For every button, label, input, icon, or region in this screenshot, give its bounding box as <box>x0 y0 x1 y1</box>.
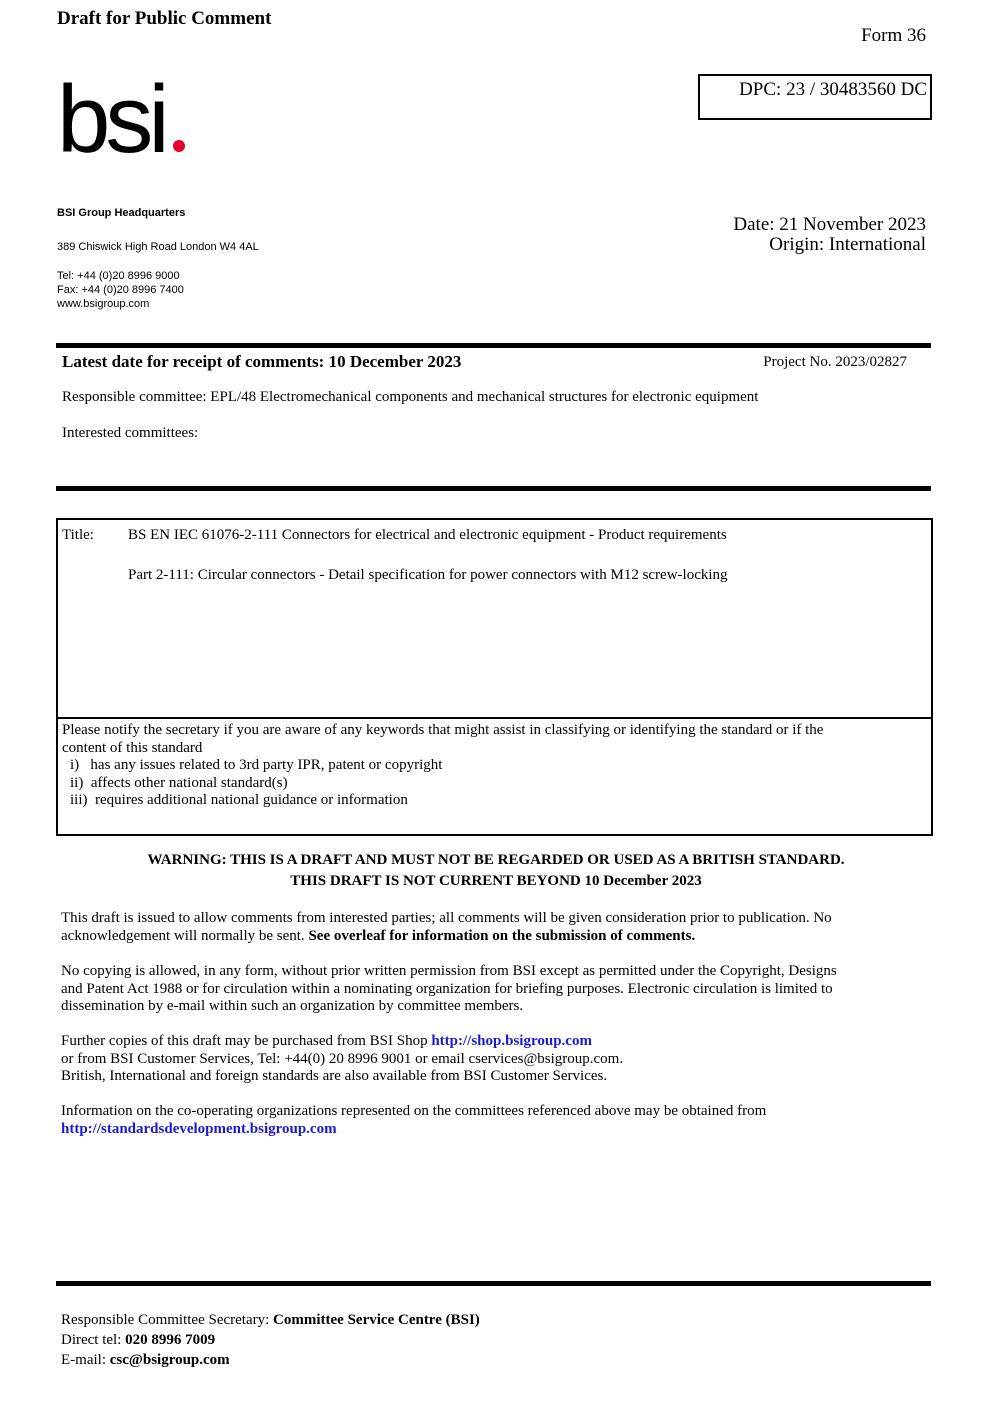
comments-deadline: Latest date for receipt of comments: 10 December 2023 <box>62 352 462 371</box>
divider-middle <box>56 486 931 491</box>
direct-tel-value: 020 8996 7009 <box>125 1332 216 1348</box>
date-text: Date: 21 November 2023 <box>733 214 926 235</box>
standards-development-link[interactable]: http://standardsdevelopment.bsigroup.com <box>61 1120 337 1137</box>
title-line-1: BS EN IEC 61076-2-111 Connectors for electrical and electronic equipment - Product requirements <box>128 527 727 543</box>
footer-contact <box>61 1310 480 1370</box>
paragraph-line: Information on the co-operating organizations represented on the committees referenced above may be obtained from <box>61 1103 767 1119</box>
notify-intro-2: content of this standard <box>62 739 203 756</box>
direct-tel-label: Direct tel: <box>61 1332 122 1348</box>
secretary-label: Responsible Committee Secretary: <box>61 1312 270 1328</box>
dpc-box <box>698 74 932 120</box>
warning-line-1: WARNING: THIS IS A DRAFT AND MUST NOT BE REGARDED OR USED AS A BRITISH STANDARD. <box>147 852 845 868</box>
notify-item: ii) affects other national standard(s) <box>70 774 288 791</box>
org-tel: Tel: +44 (0)20 8996 9000 <box>57 270 180 282</box>
dpc-reference: DPC: 23 / 30483560 DC <box>739 79 927 100</box>
notify-item: i) has any issues related to 3rd party IPR, patent or copyright <box>70 757 443 773</box>
org-fax: Fax: +44 (0)20 8996 7400 <box>57 284 184 296</box>
divider-top <box>56 343 931 348</box>
paragraph-draft-notice <box>61 910 832 945</box>
bsi-logo <box>57 66 185 173</box>
paragraph-organizations <box>61 1103 766 1138</box>
paragraph-copies <box>61 1033 623 1086</box>
paragraph-line: British, International and foreign standards are also available from BSI Customer Services. <box>61 1068 608 1084</box>
title-box-divider <box>58 717 931 719</box>
notify-item: iii) requires additional national guidance or information <box>70 792 408 808</box>
project-number: Project No. 2023/02827 <box>763 354 907 370</box>
paragraph-line: and Patent Act 1988 or for circulation within a nominating organization for briefing purposes. Electronic circulation is limited to <box>61 980 833 997</box>
title-label: Title: <box>62 527 94 543</box>
shop-link[interactable]: http://shop.bsigroup.com <box>431 1033 592 1049</box>
email-label: E-mail: <box>61 1352 106 1368</box>
interested-committees: Interested committees: <box>62 425 199 441</box>
org-name: BSI Group Headquarters <box>57 207 186 219</box>
secretary-value: Committee Service Centre (BSI) <box>273 1312 480 1328</box>
paragraph-copyright <box>61 963 837 1016</box>
paragraph-line: acknowledgement will normally be sent. <box>61 927 305 944</box>
paragraph-line: Further copies of this draft may be purchased from BSI Shop <box>61 1033 428 1049</box>
bsi-logo-text: bsi <box>57 66 165 173</box>
email-value: csc@bsigroup.com <box>109 1352 230 1368</box>
logo-dot <box>173 140 185 152</box>
paragraph-line: This draft is issued to allow comments from interested parties; all comments will be given consideration prior to publication. No <box>61 910 832 926</box>
paragraph-line: No copying is allowed, in any form, without prior written permission from BSI except as permitted under the Copyright, Designs <box>61 963 837 979</box>
title-box <box>56 518 933 836</box>
origin-text: Origin: International <box>769 234 926 255</box>
paragraph-line: dissemination by e-mail within such an organization by committee members. <box>61 998 524 1014</box>
warning-line-2: THIS DRAFT IS NOT CURRENT BEYOND 10 December 2023 <box>290 873 702 889</box>
form-label: Form 36 <box>861 25 926 46</box>
notify-section <box>62 722 924 810</box>
org-website: www.bsigroup.com <box>57 298 150 310</box>
notify-intro-1: Please notify the secretary if you are aware of any keywords that might assist in classifying or identifying the standard or if the <box>62 722 824 738</box>
draft-label: Draft for Public Comment <box>57 8 272 29</box>
overleaf-note: See overleaf for information on the submission of comments. <box>308 927 696 944</box>
responsible-committee: Responsible committee: EPL/48 Electromechanical components and mechanical structures for electronic equipment <box>62 389 759 405</box>
title-line-2: Part 2-111: Circular connectors - Detail specification for power connectors with M12 screw-locking <box>128 567 728 583</box>
paragraph-line: or from BSI Customer Services, Tel: +44(0) 20 8996 9001 or email cservices@bsigroup.com. <box>61 1050 624 1067</box>
divider-bottom <box>56 1281 931 1286</box>
org-address: 389 Chiswick High Road London W4 4AL <box>57 241 259 253</box>
